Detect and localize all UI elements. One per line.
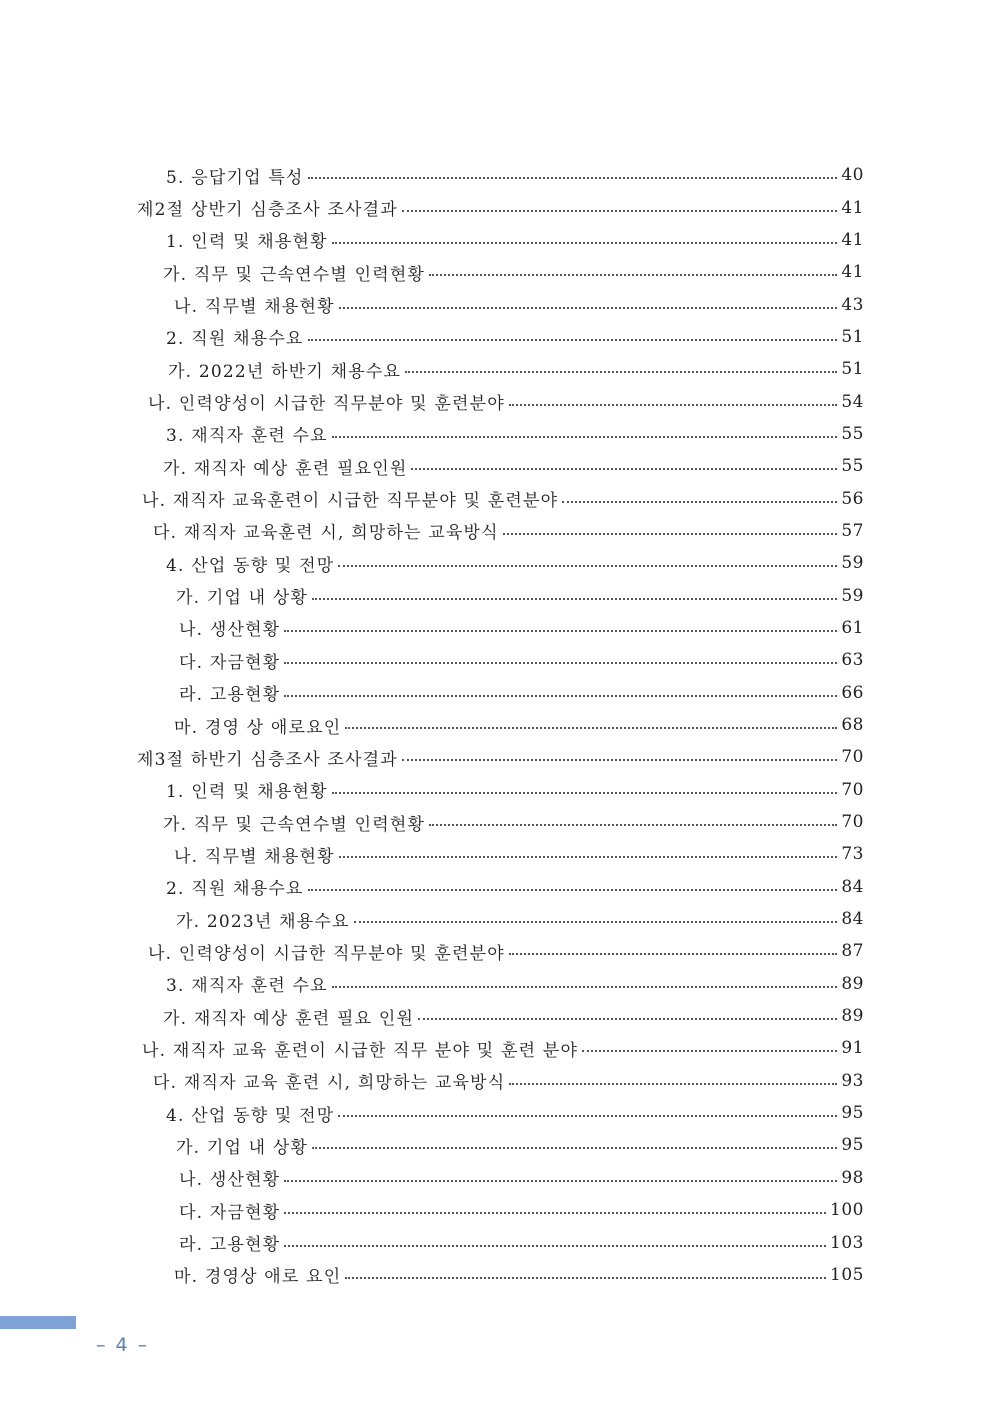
toc-entry[interactable] [0, 256, 992, 288]
toc-entry[interactable] [0, 418, 992, 450]
toc-entry[interactable] [0, 224, 992, 256]
toc-entry-page: 40 [841, 165, 864, 186]
toc-entry-page: 95 [841, 1135, 864, 1156]
toc-leader-dots [284, 695, 837, 697]
toc-entry[interactable] [0, 579, 992, 611]
toc-entry-page: 103 [830, 1232, 864, 1253]
toc-entry-label: 라. 고용현황 [179, 1235, 281, 1256]
toc-entry[interactable] [0, 1162, 992, 1194]
footer-accent-bar [0, 1316, 76, 1329]
toc-entry-label: 1. 인력 및 채용현황 [166, 782, 328, 803]
toc-entry-label: 2. 직원 채용수요 [166, 879, 304, 900]
toc-entry-label: 나. 생산현황 [179, 1170, 281, 1191]
toc-entry-label: 3. 재직자 훈련 수요 [166, 976, 328, 997]
toc-entry[interactable] [0, 288, 992, 320]
toc-entry-page: 93 [841, 1070, 864, 1091]
toc-entry-page: 66 [841, 682, 864, 703]
toc-entry-page: 56 [841, 488, 864, 509]
toc-entry-label: 가. 재직자 예상 훈련 필요인원 [163, 458, 408, 479]
toc-entry-label: 가. 2023년 채용수요 [176, 911, 350, 932]
toc-entry-label: 가. 기업 내 상황 [176, 1137, 309, 1158]
toc-entry[interactable] [0, 1065, 992, 1097]
toc-entry-label: 다. 재직자 교육 훈련 시, 희망하는 교육방식 [153, 1073, 506, 1094]
toc-entry[interactable] [0, 1032, 992, 1064]
toc-entry-page: 91 [841, 1038, 864, 1059]
toc-entry[interactable] [0, 515, 992, 547]
toc-leader-dots [332, 242, 838, 244]
toc-entry-page: 70 [841, 812, 864, 833]
toc-leader-dots [284, 1245, 826, 1247]
toc-entry-page: 59 [841, 553, 864, 574]
toc-entry-page: 55 [841, 456, 864, 477]
toc-entry-page: 95 [841, 1103, 864, 1124]
toc-entry-page: 41 [841, 262, 864, 283]
toc-leader-dots [562, 501, 837, 503]
toc-entry[interactable] [0, 612, 992, 644]
toc-entry-label: 나. 재직자 교육훈련이 시급한 직무분야 및 훈련분야 [142, 491, 559, 512]
toc-entry-label: 제3절 하반기 심층조사 조사결과 [137, 749, 398, 770]
toc-leader-dots [308, 177, 838, 179]
toc-entry-page: 89 [841, 1006, 864, 1027]
toc-leader-dots [284, 1180, 837, 1182]
toc-entry-label: 5. 응답기업 특성 [166, 167, 304, 188]
toc-entry-label: 다. 재직자 교육훈련 시, 희망하는 교육방식 [153, 523, 499, 544]
toc-entry-label: 가. 2022년 하반기 채용수요 [168, 361, 402, 382]
toc-leader-dots [312, 1147, 837, 1149]
toc-entry-page: 100 [830, 1200, 864, 1221]
toc-entry-page: 87 [841, 941, 864, 962]
toc-leader-dots [418, 1018, 837, 1020]
toc-entry[interactable] [0, 709, 992, 741]
toc-leader-dots [308, 889, 838, 891]
toc-entry[interactable] [0, 1259, 992, 1291]
toc-entry[interactable] [0, 385, 992, 417]
toc-leader-dots [509, 1083, 837, 1085]
toc-leader-dots [338, 1115, 837, 1117]
toc-leader-dots [332, 986, 838, 988]
toc-entry-label: 나. 인력양성이 시급한 직무분야 및 훈련분야 [148, 394, 505, 415]
toc-entry-page: 61 [841, 617, 864, 638]
toc-entry-label: 3. 재직자 훈련 수요 [166, 426, 328, 447]
toc-entry-label: 4. 산업 동향 및 전망 [166, 1105, 335, 1126]
toc-entry-page: 98 [841, 1167, 864, 1188]
toc-entry-label: 4. 산업 동향 및 전망 [166, 555, 335, 576]
toc-entry[interactable] [0, 482, 992, 514]
toc-entry-page: 89 [841, 973, 864, 994]
page-number: – 4 – [96, 1334, 150, 1356]
toc-entry-label: 2. 직원 채용수요 [166, 329, 304, 350]
toc-entry-label: 가. 직무 및 근속연수별 인력현황 [163, 814, 426, 835]
toc-entry[interactable] [0, 547, 992, 579]
toc-entry-page: 84 [841, 909, 864, 930]
toc-entry-label: 나. 인력양성이 시급한 직무분야 및 훈련분야 [148, 943, 505, 964]
toc-entry[interactable] [0, 871, 992, 903]
toc-entry-label: 라. 고용현황 [179, 685, 281, 706]
toc-leader-dots [284, 630, 837, 632]
toc-leader-dots [339, 856, 838, 858]
toc-leader-dots [339, 307, 838, 309]
toc-entry-page: 41 [841, 229, 864, 250]
toc-entry[interactable] [0, 968, 992, 1000]
toc-entry-page: 51 [841, 326, 864, 347]
toc-leader-dots [345, 727, 837, 729]
toc-entry-label: 다. 자금현황 [179, 1202, 281, 1223]
toc-entry-label: 가. 재직자 예상 훈련 필요 인원 [163, 1008, 415, 1029]
table-of-contents [0, 159, 992, 1291]
toc-entry-page: 43 [841, 294, 864, 315]
toc-entry-label: 다. 자금현황 [179, 652, 281, 673]
toc-entry[interactable] [0, 903, 992, 935]
toc-leader-dots [405, 371, 837, 373]
toc-entry-page: 63 [841, 650, 864, 671]
toc-entry-label: 제2절 상반기 심층조사 조사결과 [137, 200, 398, 221]
toc-entry[interactable] [0, 321, 992, 353]
toc-entry[interactable] [0, 1000, 992, 1032]
toc-leader-dots [429, 824, 837, 826]
toc-entry[interactable] [0, 838, 992, 870]
toc-entry[interactable] [0, 1194, 992, 1226]
toc-entry-page: 70 [841, 779, 864, 800]
toc-leader-dots [284, 1212, 826, 1214]
toc-leader-dots [338, 565, 837, 567]
toc-entry[interactable] [0, 644, 992, 676]
toc-entry-page: 59 [841, 585, 864, 606]
toc-entry-page: 41 [841, 197, 864, 218]
toc-entry-label: 마. 경영상 애로 요인 [174, 1267, 342, 1288]
toc-entry-label: 가. 직무 및 근속연수별 인력현황 [163, 264, 426, 285]
toc-leader-dots [345, 1277, 826, 1279]
toc-entry[interactable] [0, 159, 992, 191]
toc-entry-page: 57 [841, 520, 864, 541]
toc-entry-page: 70 [841, 747, 864, 768]
toc-leader-dots [312, 598, 837, 600]
toc-entry-page: 51 [841, 359, 864, 380]
toc-entry[interactable] [0, 353, 992, 385]
toc-leader-dots [582, 1050, 837, 1052]
toc-entry[interactable] [0, 741, 992, 773]
toc-entry-page: 105 [830, 1264, 864, 1285]
toc-leader-dots [503, 533, 838, 535]
toc-entry-label: 나. 직무별 채용현황 [174, 297, 335, 318]
toc-entry-page: 68 [841, 715, 864, 736]
toc-entry[interactable] [0, 677, 992, 709]
toc-leader-dots [411, 468, 837, 470]
toc-entry-label: 마. 경영 상 애로요인 [174, 717, 342, 738]
toc-entry-page: 55 [841, 423, 864, 444]
toc-entry-label: 1. 인력 및 채용현황 [166, 232, 328, 253]
toc-leader-dots [509, 953, 838, 955]
toc-entry-label: 나. 생산현황 [179, 620, 281, 641]
toc-entry-label: 나. 직무별 채용현황 [174, 846, 335, 867]
toc-entry[interactable] [0, 1226, 992, 1258]
toc-entry-page: 54 [841, 391, 864, 412]
toc-leader-dots [308, 339, 838, 341]
toc-leader-dots [429, 274, 837, 276]
toc-leader-dots [402, 759, 837, 761]
toc-entry[interactable] [0, 191, 992, 223]
toc-leader-dots [354, 921, 838, 923]
toc-entry[interactable] [0, 1129, 992, 1161]
toc-entry[interactable] [0, 774, 992, 806]
toc-leader-dots [284, 662, 837, 664]
toc-entry-page: 73 [841, 844, 864, 865]
toc-entry[interactable] [0, 935, 992, 967]
toc-entry[interactable] [0, 806, 992, 838]
toc-entry-label: 가. 기업 내 상황 [176, 588, 309, 609]
toc-entry-label: 나. 재직자 교육 훈련이 시급한 직무 분야 및 훈련 분야 [142, 1040, 579, 1061]
toc-leader-dots [402, 210, 837, 212]
toc-entry[interactable] [0, 450, 992, 482]
toc-leader-dots [332, 436, 838, 438]
toc-entry-page: 84 [841, 876, 864, 897]
toc-leader-dots [332, 792, 838, 794]
toc-entry[interactable] [0, 1097, 992, 1129]
toc-leader-dots [509, 404, 838, 406]
